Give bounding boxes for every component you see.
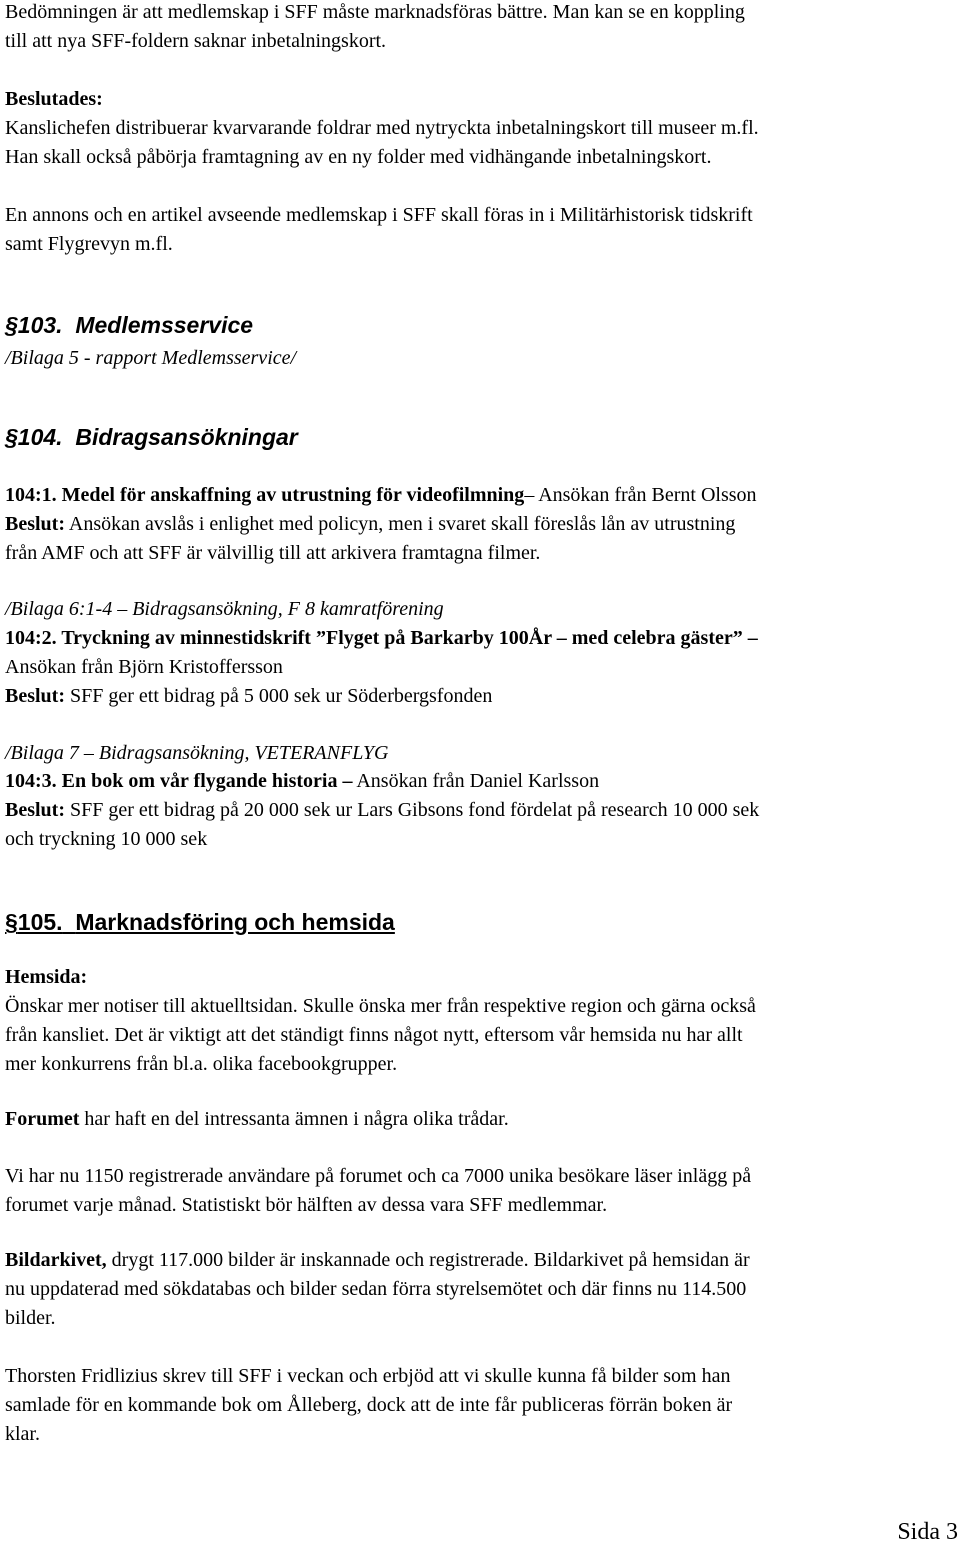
paragraph-line: mer konkurrens från bl.a. olika facebookgrupper. xyxy=(5,1053,398,1075)
paragraph-line: forumet varje månad. Statistiskt bör hälften av dessa vara SFF medlemmar. xyxy=(5,1194,608,1216)
attachment-reference: /Bilaga 7 – Bidragsansökning, VETERANFLYG xyxy=(5,742,389,764)
paragraph-line: En annons och en artikel avseende medlemskap i SFF skall föras in i Militärhistorisk tidskrift xyxy=(5,204,753,226)
archive-paragraph xyxy=(5,1248,750,1272)
attachment-reference: /Bilaga 6:1-4 – Bidragsansökning, F 8 kamratförening xyxy=(5,598,444,620)
forum-paragraph xyxy=(5,1107,509,1131)
archive-label: Bildarkivet, xyxy=(5,1249,107,1271)
paragraph-line: samt Flygrevyn m.fl. xyxy=(5,233,173,255)
decision-line xyxy=(5,512,735,536)
forum-label: Forumet xyxy=(5,1108,80,1130)
paragraph-line: Thorsten Fridlizius skrev till SFF i veckan och erbjöd att vi skulle kunna få bilder som han xyxy=(5,1365,731,1387)
paragraph-line: klar. xyxy=(5,1423,40,1445)
section-heading-103 xyxy=(5,311,253,339)
paragraph-line: Bedömningen är att medlemskap i SFF måste marknadsföras bättre. Man kan se en koppling xyxy=(5,1,745,23)
section-number: 105. xyxy=(17,909,63,935)
paragraph-line: från AMF och att SFF är välvillig till att arkivera framtagna filmer. xyxy=(5,542,541,564)
paragraph-line: nu uppdaterad med sökdatabas och bilder sedan förra styrelsemötet och där finns nu 114.500 xyxy=(5,1278,747,1300)
item-number: 104:1. xyxy=(5,484,57,506)
section-sign: § xyxy=(5,312,18,338)
section-heading-105 xyxy=(5,908,395,936)
item-number: 104:2. xyxy=(5,627,57,649)
decision-line xyxy=(5,798,759,822)
paragraph-line: till att nya SFF-foldern saknar inbetalningskort. xyxy=(5,30,387,52)
item-title: Medel för anskaffning av utrustning för videofilmning xyxy=(61,484,525,506)
section-title: Medlemsservice xyxy=(75,312,254,338)
paragraph-line: Vi har nu 1150 registrerade användare på forumet och ca 7000 unika besökare läser inlägg på xyxy=(5,1165,752,1187)
section-sign: § xyxy=(5,424,18,450)
item-number: 104:3. xyxy=(5,770,57,792)
hemsida-label: Hemsida: xyxy=(5,966,88,988)
item-title: En bok om vår flygande historia – xyxy=(61,770,353,792)
item-applicant: Ansökan från Daniel Karlsson xyxy=(352,770,600,792)
paragraph-line: och tryckning 10 000 sek xyxy=(5,828,208,850)
paragraph-line: från kansliet. Det är viktigt att det ständigt finns något nytt, eftersom vår hemsida nu har allt xyxy=(5,1024,743,1046)
paragraph-line: Önskar mer notiser till aktuelltsidan. Skulle önska mer från respektive region och gärna också xyxy=(5,995,756,1017)
section-number: 104. xyxy=(17,424,63,450)
item-title: Tryckning av minnestidskrift ”Flyget på Barkarby 100År – med celebra gäster” – xyxy=(61,627,758,649)
decision-text: Ansökan avslås i enlighet med policyn, men i svaret skall föreslås lån av utrustning xyxy=(65,513,736,535)
paragraph-line: bilder. xyxy=(5,1307,56,1329)
forum-text: har haft en del intressanta ämnen i några olika trådar. xyxy=(79,1108,509,1130)
item-104-2-heading xyxy=(5,626,758,650)
decision-label: Beslut: xyxy=(5,799,65,821)
paragraph-line: samlade för en kommande bok om Ålleberg, dock att de inte får publiceras förrän boken är xyxy=(5,1394,733,1416)
decision-text: SFF ger ett bidrag på 20 000 sek ur Lars Gibsons fond fördelat på research 10 000 sek xyxy=(65,799,760,821)
section-title: Marknadsföring och hemsida xyxy=(75,909,395,935)
item-104-3-heading xyxy=(5,769,599,793)
decision-label: Beslutades: xyxy=(5,88,103,110)
decision-text: SFF ger ett bidrag på 5 000 sek ur Söderbergsfonden xyxy=(65,685,493,707)
attachment-reference: /Bilaga 5 - rapport Medlemsservice/ xyxy=(5,347,297,369)
decision-label: Beslut: xyxy=(5,513,65,535)
section-number: 103. xyxy=(17,312,63,338)
page-number: Sida 3 xyxy=(897,1519,958,1545)
item-104-1-heading xyxy=(5,483,757,507)
section-sign: § xyxy=(5,909,18,935)
archive-text: drygt 117.000 bilder är inskannade och registrerade. Bildarkivet på hemsidan är xyxy=(106,1249,750,1271)
item-applicant: Ansökan från Björn Kristoffersson xyxy=(5,656,283,678)
decision-label: Beslut: xyxy=(5,685,65,707)
paragraph-line: Kanslichefen distribuerar kvarvarande foldrar med nytryckta inbetalningskort till museer m.fl. xyxy=(5,117,759,139)
section-title: Bidragsansökningar xyxy=(75,424,298,450)
section-heading-104 xyxy=(5,423,298,451)
paragraph-line: Han skall också påbörja framtagning av en ny folder med vidhängande inbetalningskort. xyxy=(5,146,712,168)
decision-line xyxy=(5,684,492,708)
item-applicant: – Ansökan från Bernt Olsson xyxy=(524,484,757,506)
